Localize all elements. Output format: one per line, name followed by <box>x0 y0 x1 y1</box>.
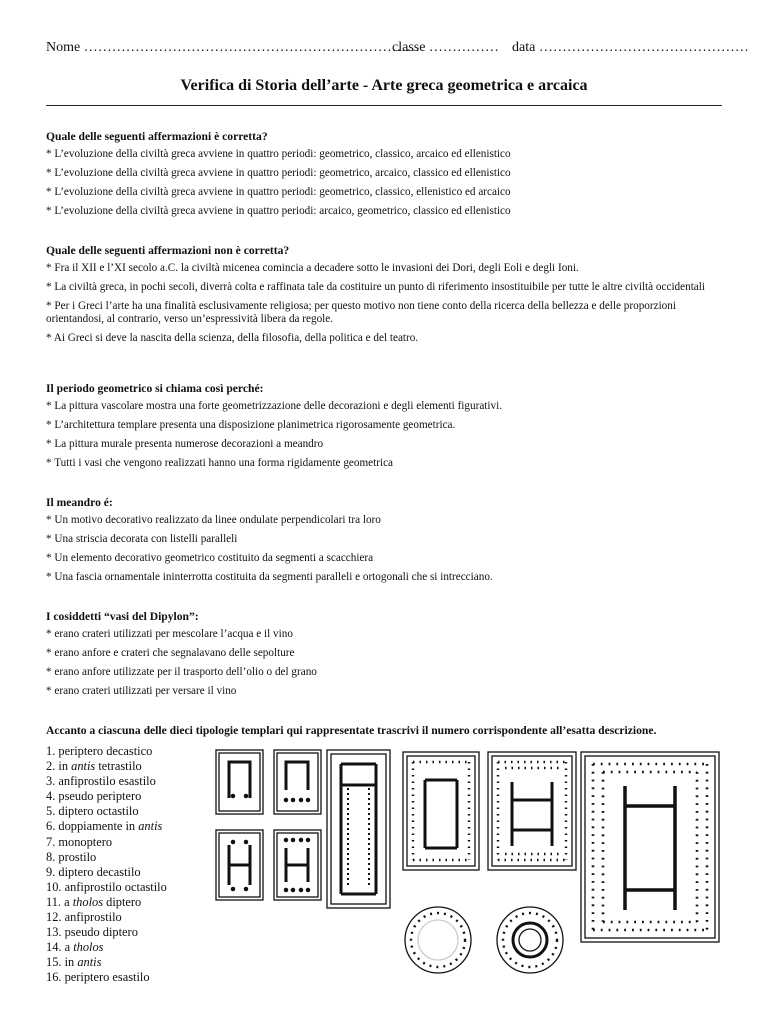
temple-type-italic: antis <box>71 759 96 774</box>
answer-option[interactable]: * Ai Greci si deve la nascita della scienza, della filosofia, della politica e del teatro. <box>46 332 419 344</box>
temple-type-label: 4. pseudo periptero <box>46 789 142 804</box>
temple-type-label: 8. prostilo <box>46 849 97 864</box>
temple-type-italic: tholos <box>72 894 104 909</box>
temple-plan-periptero-esastilo[interactable] <box>403 752 479 870</box>
temple-type-label: 7. monoptero <box>46 834 113 849</box>
temple-type-label: 1. periptero decastico <box>46 744 153 758</box>
answer-option[interactable]: * erano anfore e crateri che segnalavano delle sepolture <box>46 647 295 659</box>
temple-plan-anfiprostilo[interactable] <box>274 830 321 900</box>
answer-option[interactable]: * L’evoluzione della civiltà greca avviene in quattro periodi: geometrico, arcaico, classico ed ellenistico <box>46 167 511 179</box>
question-text: I cosiddetti “vasi del Dipylon”: <box>46 610 199 623</box>
answer-option[interactable]: * La civiltà greca, in pochi secoli, diverrà colta e raffinata tale da costituire un punto di riferimento insostituibile per tutte le altre civiltà occidentali <box>46 281 705 293</box>
temple-type-suffix: diptero <box>103 894 142 909</box>
answer-option[interactable]: * Per i Greci l’arte ha una finalità esclusivamente religiosa; per questo motivo non tiene conto della ricerca della bellezza e delle proporzioni orientandosi, al contrario, verso un’espressività libera da regole. <box>46 300 676 325</box>
temple-plan-diptero-decastilo[interactable] <box>581 752 719 942</box>
answer-option[interactable]: * Un motivo decorativo realizzato da linee ondulate perpendicolari tra loro <box>46 514 381 526</box>
temple-type-italic: antis <box>77 955 102 970</box>
temple-type-label: 10. anfiprostilo octastilo <box>46 879 167 894</box>
answer-option[interactable]: * L’evoluzione della civiltà greca avviene in quattro periodi: arcaico, geometrico, classico ed ellenistico <box>46 205 511 217</box>
temple-type-label: 16. periptero esastilo <box>46 970 150 985</box>
answer-option[interactable]: * Fra il XII e l’XI secolo a.C. la civiltà micenea comincia a decadere sotto le invasioni dei Dori, degli Eoli e degli Ioni. <box>46 262 579 274</box>
date-field[interactable]: data ……………………………………… <box>512 40 749 55</box>
temple-type-label: 9. diptero decastilo <box>46 864 141 879</box>
temple-plan-diptero[interactable] <box>488 752 576 870</box>
temple-plan-monoptero[interactable] <box>405 907 471 973</box>
temple-type-label: 2. in <box>46 759 72 774</box>
temple-plan-in-antis[interactable] <box>216 750 263 814</box>
temple-type-label: 6. doppiamente in <box>46 819 139 834</box>
matching-instruction: Accanto a ciascuna delle dieci tipologie templari qui rappresentate trascrivi il numero corrispondente all’esatta descrizione. <box>46 724 657 737</box>
temple-plan-tholos-diptero[interactable] <box>497 907 563 973</box>
name-field[interactable]: Nome ……………………………………………………………… <box>46 40 420 55</box>
answer-option[interactable]: * La pittura murale presenta numerose decorazioni a meandro <box>46 438 324 450</box>
answer-option[interactable]: * Un elemento decorativo geometrico costituito da segmenti a scacchiera <box>46 552 374 564</box>
temple-type-italic: tholos <box>73 940 104 955</box>
temple-plan-double-antis[interactable] <box>216 830 263 900</box>
answer-option[interactable]: * Una fascia ornamentale ininterrotta costituita da segmenti paralleli e ortogonali che si intrecciano. <box>46 571 493 583</box>
temple-type-label: 5. diptero octastilo <box>46 804 139 819</box>
answer-option[interactable]: * L’evoluzione della civiltà greca avviene in quattro periodi: geometrico, classico, ellenistico ed arcaico <box>46 186 511 198</box>
temple-type-suffix: tetrastilo <box>95 759 142 774</box>
question-text: Quale delle seguenti affermazioni è corretta? <box>46 130 268 143</box>
temple-type-italic: antis <box>138 819 163 834</box>
temple-plan-pseudo-periptero[interactable] <box>327 750 390 908</box>
question-text: Il periodo geometrico si chiama così perché: <box>46 382 264 395</box>
answer-option[interactable]: * erano crateri utilizzati per mescolare l’acqua e il vino <box>46 628 293 640</box>
answer-option[interactable]: * erano anfore utilizzate per il trasporto dell’olio o del grano <box>46 666 317 678</box>
answer-option[interactable]: * Tutti i vasi che vengono realizzati hanno una forma rigidamente geometrica <box>46 457 394 469</box>
answer-option[interactable]: * L’evoluzione della civiltà greca avviene in quattro periodi: geometrico, classico, arcaico ed ellenistico <box>46 148 511 160</box>
answer-option[interactable]: * L’architettura templare presenta una disposizione planimetrica rigorosamente geometrica. <box>46 419 456 431</box>
temple-type-label: 14. a <box>46 940 74 955</box>
question-text: Quale delle seguenti affermazioni non è corretta? <box>46 244 290 257</box>
temple-type-label: 3. anfiprostilo esastilo <box>46 774 156 789</box>
class-field[interactable]: classe …………… <box>392 40 499 55</box>
page-title: Verifica di Storia dell’arte - Arte greca geometrica e arcaica <box>180 77 588 94</box>
temple-type-label: 11. a <box>46 894 73 909</box>
temple-plan-prostilo[interactable] <box>274 750 321 814</box>
answer-option[interactable]: * La pittura vascolare mostra una forte geometrizzazione delle decorazioni e degli elementi figurativi. <box>46 400 502 412</box>
temple-type-label: 12. anfiprostilo <box>46 910 122 925</box>
question-text: Il meandro é: <box>46 496 113 509</box>
temple-type-label: 13. pseudo diptero <box>46 925 138 940</box>
temple-type-label: 15. in <box>46 955 78 970</box>
answer-option[interactable]: * erano crateri utilizzati per versare il vino <box>46 685 237 697</box>
answer-option[interactable]: * Una striscia decorata con listelli paralleli <box>46 533 238 545</box>
